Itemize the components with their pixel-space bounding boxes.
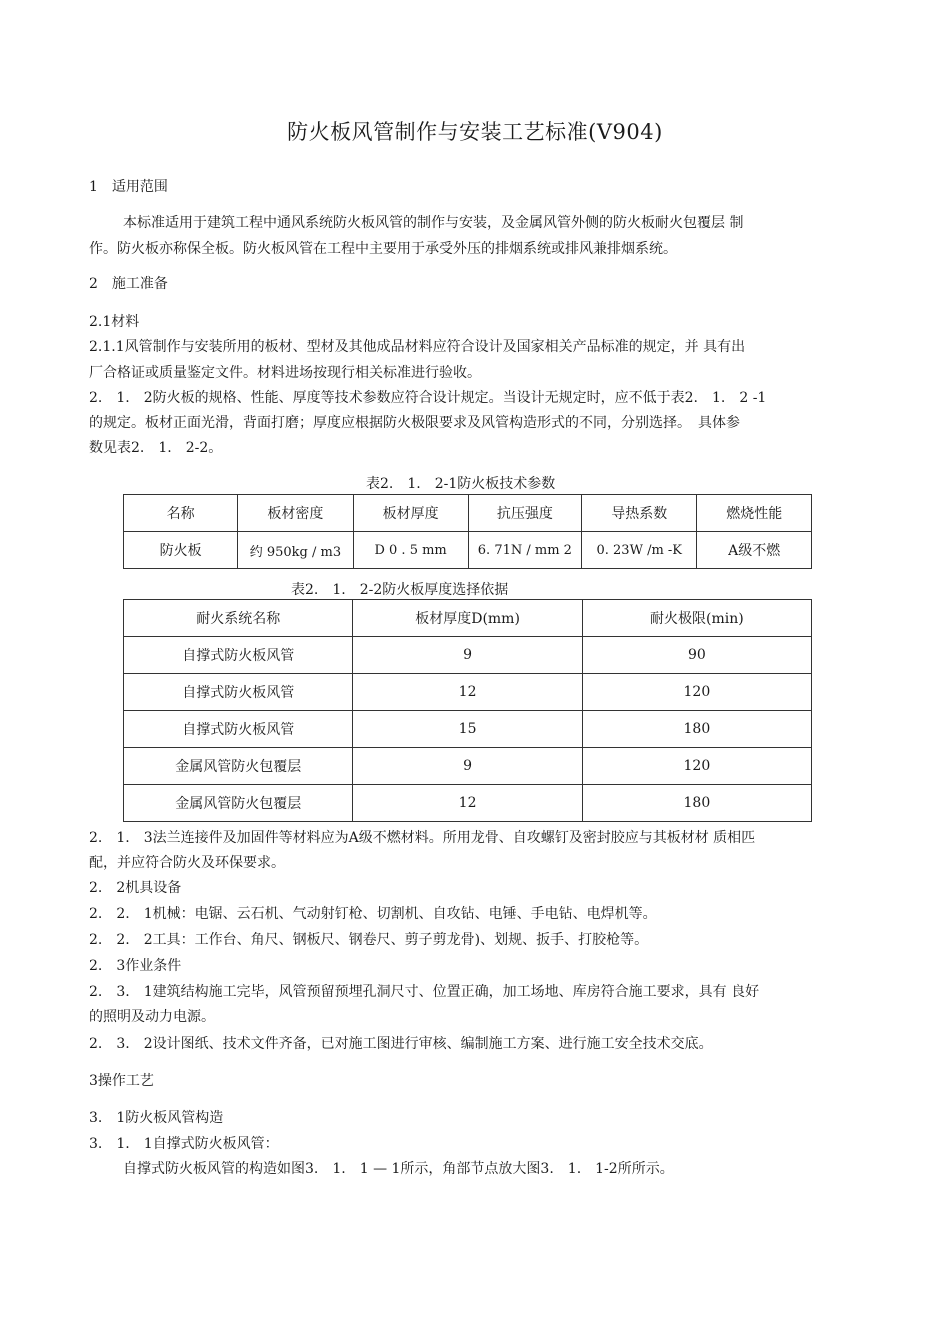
table-cell: 180 — [582, 785, 811, 822]
paragraph-line: 的照明及动力电源。 — [89, 1009, 215, 1025]
table1-caption: 表2. 1. 2-1防火板技术参数 — [366, 476, 556, 492]
table-cell: 金属风管防火包覆层 — [124, 785, 353, 822]
table-header-cell: 燃烧性能 — [697, 495, 812, 532]
paragraph-line: 2. 2. 2工具：工作台、角尺、钢板尺、钢卷尺、剪子剪龙骨)、划规、扳手、打胶枪等。 — [89, 932, 649, 948]
table-header-row — [124, 600, 812, 637]
table-cell: 12 — [353, 674, 582, 711]
table-cell: A级不燃 — [697, 532, 812, 569]
paragraph-line: 2. 1. 2防火板的规格、性能、厚度等技术参数应符合设计规定。当设计无规定时，应不低于表2. 1. 2 -1 — [89, 390, 767, 406]
paragraph-line: 2.1.1风管制作与安装所用的板材、型材及其他成品材料应符合设计及国家相关产品标准的规定，并 具有出 — [89, 339, 746, 355]
table-cell: 防火板 — [124, 532, 238, 569]
table-cell: 自撑式防火板风管 — [124, 637, 353, 674]
table-cell: 0. 23W /m -K — [582, 532, 697, 569]
table-cell: 9 — [353, 748, 582, 785]
subsection-heading: 2.1材料 — [89, 314, 140, 330]
section-heading: 1 适用范围 — [89, 179, 168, 195]
table-cell: 12 — [353, 785, 582, 822]
subsection-heading: 2. 3作业条件 — [89, 958, 182, 974]
paragraph-line: 自撑式防火板风管的构造如图3. 1. 1 — 1所示，角部节点放大图3. 1. 1-2所所示。 — [123, 1161, 674, 1177]
paragraph-line: 2. 3. 2设计图纸、技术文件齐备，已对施工图进行审核、编制施工方案、进行施工安全技术交底。 — [89, 1036, 713, 1052]
paragraph-line: 2. 2. 1机械：电锯、云石机、气动射钉枪、切割机、自攻钻、电锤、手电钻、电焊机等。 — [89, 906, 657, 922]
table-header-cell: 板材密度 — [238, 495, 353, 532]
table-row — [124, 532, 812, 569]
table-header-row — [124, 495, 812, 532]
table-cell: 120 — [582, 748, 811, 785]
table-header-cell: 板材厚度 — [353, 495, 468, 532]
paragraph-line: 配，并应符合防火及环保要求。 — [89, 855, 285, 871]
document-title: 防火板风管制作与安装工艺标准(V904) — [287, 120, 663, 144]
table-cell: 120 — [582, 674, 811, 711]
section-heading: 3操作工艺 — [89, 1073, 154, 1089]
table-cell: 6. 71N / mm 2 — [468, 532, 582, 569]
table-cell: 自撑式防火板风管 — [124, 711, 353, 748]
table-cell: D 0 . 5 mm — [353, 532, 468, 569]
fireboard-parameters-table — [123, 494, 812, 569]
table-header-cell: 名称 — [124, 495, 238, 532]
paragraph-line: 厂合格证或质量鉴定文件。材料进场按现行相关标准进行验收。 — [89, 365, 481, 381]
paragraph-line: 3. 1. 1自撑式防火板风管： — [89, 1136, 279, 1152]
subsection-heading: 2. 2机具设备 — [89, 880, 182, 896]
table-header-cell: 耐火极限(min) — [582, 600, 811, 637]
paragraph-line: 2. 3. 1建筑结构施工完毕，风管预留预埋孔洞尺寸、位置正确，加工场地、库房符合施工要求，具有 良好 — [89, 984, 760, 1000]
table-row — [124, 711, 812, 748]
table-header-cell: 板材厚度D(mm) — [353, 600, 582, 637]
table-header-cell: 耐火系统名称 — [124, 600, 353, 637]
table-row — [124, 748, 812, 785]
table-header-cell: 抗压强度 — [468, 495, 582, 532]
table-cell: 金属风管防火包覆层 — [124, 748, 353, 785]
section-heading: 2 施工准备 — [89, 276, 168, 292]
paragraph-line: 的规定。板材正面光滑，背面打磨；厚度应根据防火极限要求及风管构造形式的不同，分别选择。 具体参 — [89, 415, 740, 431]
table-row — [124, 637, 812, 674]
subsection-heading: 3. 1防火板风管构造 — [89, 1110, 224, 1126]
table-cell: 15 — [353, 711, 582, 748]
table-row — [124, 785, 812, 822]
thickness-selection-table — [123, 599, 812, 822]
table-cell: 90 — [582, 637, 811, 674]
paragraph-line: 数见表2. 1. 2-2。 — [89, 440, 223, 456]
table-cell: 自撑式防火板风管 — [124, 674, 353, 711]
paragraph-line: 本标准适用于建筑工程中通风系统防火板风管的制作与安装，及金属风管外侧的防火板耐火包覆层 制 — [123, 215, 744, 231]
table-cell: 180 — [582, 711, 811, 748]
paragraph-line: 2. 1. 3法兰连接件及加固件等材料应为A级不燃材料。所用龙骨、自攻螺钉及密封胶应与其板材材 质相匹 — [89, 830, 756, 846]
paragraph-line: 作。防火板亦称保全板。防火板风管在工程中主要用于承受外压的排烟系统或排风兼排烟系统。 — [89, 241, 677, 257]
table-header-cell: 导热系数 — [582, 495, 697, 532]
table-cell: 9 — [353, 637, 582, 674]
table-cell: 约 950kg / m3 — [238, 532, 353, 569]
table2-caption: 表2. 1. 2-2防火板厚度选择依据 — [291, 582, 509, 598]
table-row — [124, 674, 812, 711]
